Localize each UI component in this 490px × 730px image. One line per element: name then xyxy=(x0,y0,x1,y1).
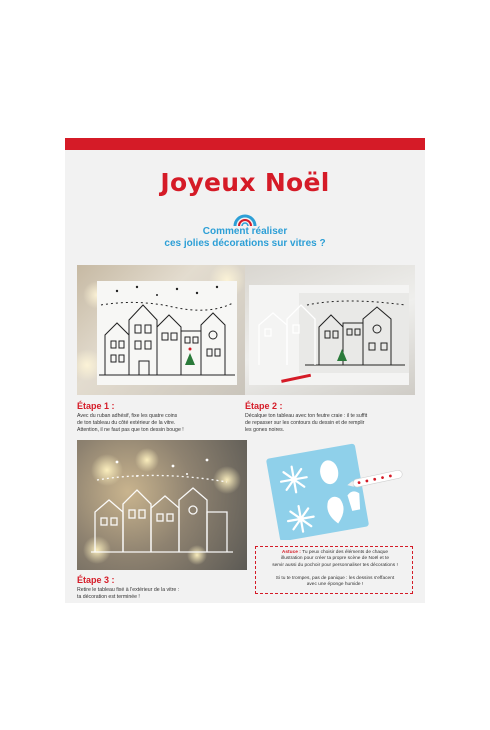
top-red-band xyxy=(65,138,425,150)
step2-line-3: les gones noires. xyxy=(245,427,285,433)
step1-line-2: de ton tableau du côté extérieur de la vitre. xyxy=(77,420,176,426)
step3-label: Étape 3 : xyxy=(77,575,115,585)
step1-text xyxy=(77,413,184,434)
step1-label: Étape 1 : xyxy=(77,401,115,411)
step1-photo xyxy=(77,265,247,395)
step3-text xyxy=(77,587,179,601)
step3-line-1: Retire le tableau fixé à l'extérieur de la vitre : xyxy=(77,587,180,593)
step2-label: Étape 2 : xyxy=(245,401,283,411)
tip-line-3: servir aussi du pochoir pour personnaliser tes décorations ! xyxy=(272,562,398,568)
step2-photo xyxy=(245,265,415,395)
step1-line-3: Attention, il ne faut pas que ton dessin bouge ! xyxy=(77,427,184,433)
step2-line-1: Décalque ton tableau avec ton feutre craie : il te suffit xyxy=(245,413,368,419)
subtitle-line-2: ces jolies décorations sur vitres ? xyxy=(164,238,326,249)
rainbow-icon xyxy=(233,213,257,227)
step3-line-2: ta décoration est terminée ! xyxy=(77,594,140,600)
subtitle-line-1: Comment réaliser xyxy=(202,226,288,237)
instruction-sheet xyxy=(65,138,425,603)
subtitle xyxy=(65,226,425,250)
tip-line-5: avec une éponge humide ! xyxy=(306,582,364,588)
step1-line-1: Avec du ruban adhésif, fixe les quatre coins xyxy=(77,413,178,419)
tip-label: Astuce : xyxy=(281,550,301,555)
stencil-image xyxy=(261,440,411,540)
tip-line-4: Si tu te trompes, pas de panique : les dessins s'effacent xyxy=(275,576,395,581)
step3-photo xyxy=(77,440,247,570)
tip-box xyxy=(255,546,413,594)
tip-text xyxy=(260,550,410,569)
tip-line-1: Tu peux choisir des éléments de chaque xyxy=(300,550,389,555)
step2-line-2: de repasser sur les contours du dessin et de remplir xyxy=(245,420,365,426)
tip-note xyxy=(260,576,410,589)
tip-line-2: illustration pour créer ta propre scène de Noël et te xyxy=(281,556,389,562)
step2-text xyxy=(245,413,367,434)
page-title: Joyeux Noël xyxy=(160,168,330,197)
